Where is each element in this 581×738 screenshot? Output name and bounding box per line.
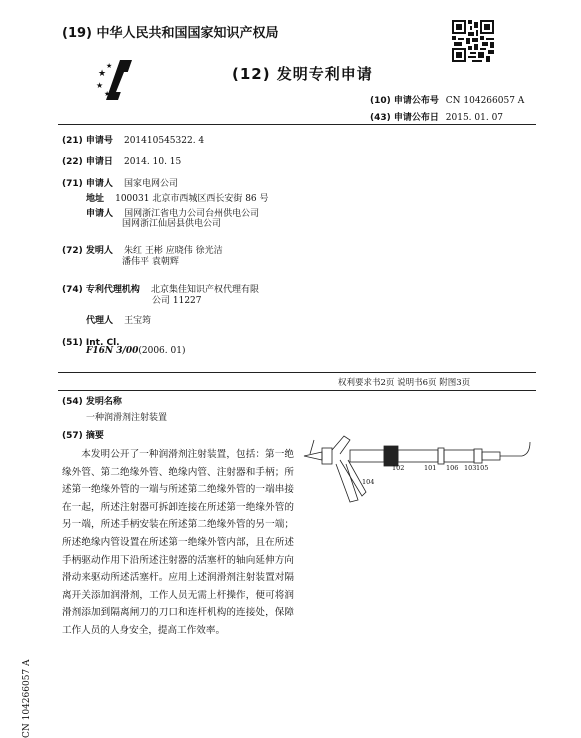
co-applicant-1: 国网浙江省电力公司台州供电公司 xyxy=(124,209,260,219)
application-date-label: (22) 申请日 xyxy=(62,157,113,167)
application-number: 201410545322. 4 xyxy=(123,136,205,146)
application-date-row xyxy=(62,149,181,168)
divider xyxy=(58,390,536,391)
int-cl-year: (2006. 01) xyxy=(138,346,186,356)
pub-number-row xyxy=(370,93,524,106)
application-date: 2014. 10. 15 xyxy=(123,157,182,167)
svg-text:★: ★ xyxy=(96,81,104,90)
agency-label: (74) 专利代理机构 xyxy=(62,285,140,295)
pub-number: CN 104266057 A xyxy=(445,96,525,106)
document-type: (12) 发明专利申请 xyxy=(232,65,373,83)
inventors-label: (72) 发明人 xyxy=(62,246,113,256)
application-number-row xyxy=(62,128,204,147)
agent-row xyxy=(86,308,151,327)
figure-label-103: 103 xyxy=(464,464,477,472)
address-label: 地址 xyxy=(86,194,105,204)
side-publication-number: CN 104266057 A xyxy=(22,659,32,738)
office-name: (19) 中华人民共和国国家知识产权局 xyxy=(62,26,279,41)
agent-label: 代理人 xyxy=(86,316,114,326)
invention-title: 一种润滑剂注射装置 xyxy=(86,413,168,423)
agency-line-2: 公司 11227 xyxy=(152,296,202,306)
pub-date: 2015. 01. 07 xyxy=(445,113,504,123)
inventors-line-2: 潘伟平 袁朝辉 xyxy=(122,257,179,267)
divider xyxy=(58,124,536,125)
svg-text:★: ★ xyxy=(106,62,113,70)
pub-date-row xyxy=(370,110,503,123)
co-applicant-2: 国网浙江仙居县供电公司 xyxy=(122,219,222,229)
abstract-figure xyxy=(300,420,536,520)
abstract-text: 本发明公开了一种润滑剂注射装置，包括：第一绝缘外管、第二绝缘外管、绝缘内管、注射器和手柄；所述第一绝缘外管的一端与所述第二绝缘外管的一端串接在一起，所述注射器可拆卸连接在所述第一绝缘外管的另一端，所述手柄安装在所述第二绝缘外管的另一端；所述绝缘内管设置在所述第一绝缘外管内部，且在所述手柄驱动作用下沿所述注射器的活塞杆的轴向延伸方向滑动来驱动所述活塞杆。应用上述润滑剂注射装置对隔离开关添加润滑剂，工作人员无需上杆操作，便可将润滑剂添加到隔离闸刀的刀口和连杆机构的连接处，保障工作人员的人身安全，提高工作效率。 xyxy=(62,449,294,636)
address: 100031 北京市西城区西长安街 86 号 xyxy=(115,194,269,204)
divider xyxy=(58,372,536,373)
figure-label-101: 101 xyxy=(424,464,437,472)
pub-date-label: (43) 申请公布日 xyxy=(370,113,439,123)
abstract-label: (57) 摘要 xyxy=(62,431,104,441)
applicant-name: 国家电网公司 xyxy=(123,179,178,189)
svg-text:★: ★ xyxy=(104,90,111,98)
svg-text:★: ★ xyxy=(98,69,107,79)
page-counts: 权利要求书2页 说明书6页 附图3页 xyxy=(338,378,471,388)
application-number-label: (21) 申请号 xyxy=(62,136,113,146)
agency-line-1: 北京集佳知识产权代理有限 xyxy=(150,285,259,295)
pub-number-label: (10) 申请公布号 xyxy=(370,96,439,106)
applicant-label: (71) 申请人 xyxy=(62,179,113,189)
co-applicant-label: 申请人 xyxy=(86,209,114,219)
figure-label-102: 102 xyxy=(392,464,405,472)
int-cl-label: (51) Int. Cl. xyxy=(62,338,120,348)
int-cl-code: F16N 3/00 xyxy=(86,346,139,356)
figure-label-104: 104 xyxy=(362,478,375,486)
inventors-line-1: 朱红 王彬 应晓伟 徐光洁 xyxy=(123,246,223,256)
qr-code xyxy=(452,20,494,62)
cnipa-logo xyxy=(96,58,136,102)
int-cl-code-row xyxy=(86,346,185,356)
agent-name: 王宝筠 xyxy=(124,316,152,326)
title-label: (54) 发明名称 xyxy=(62,397,122,407)
figure-label-105: 105 xyxy=(476,464,489,472)
figure-label-106: 106 xyxy=(446,464,459,472)
